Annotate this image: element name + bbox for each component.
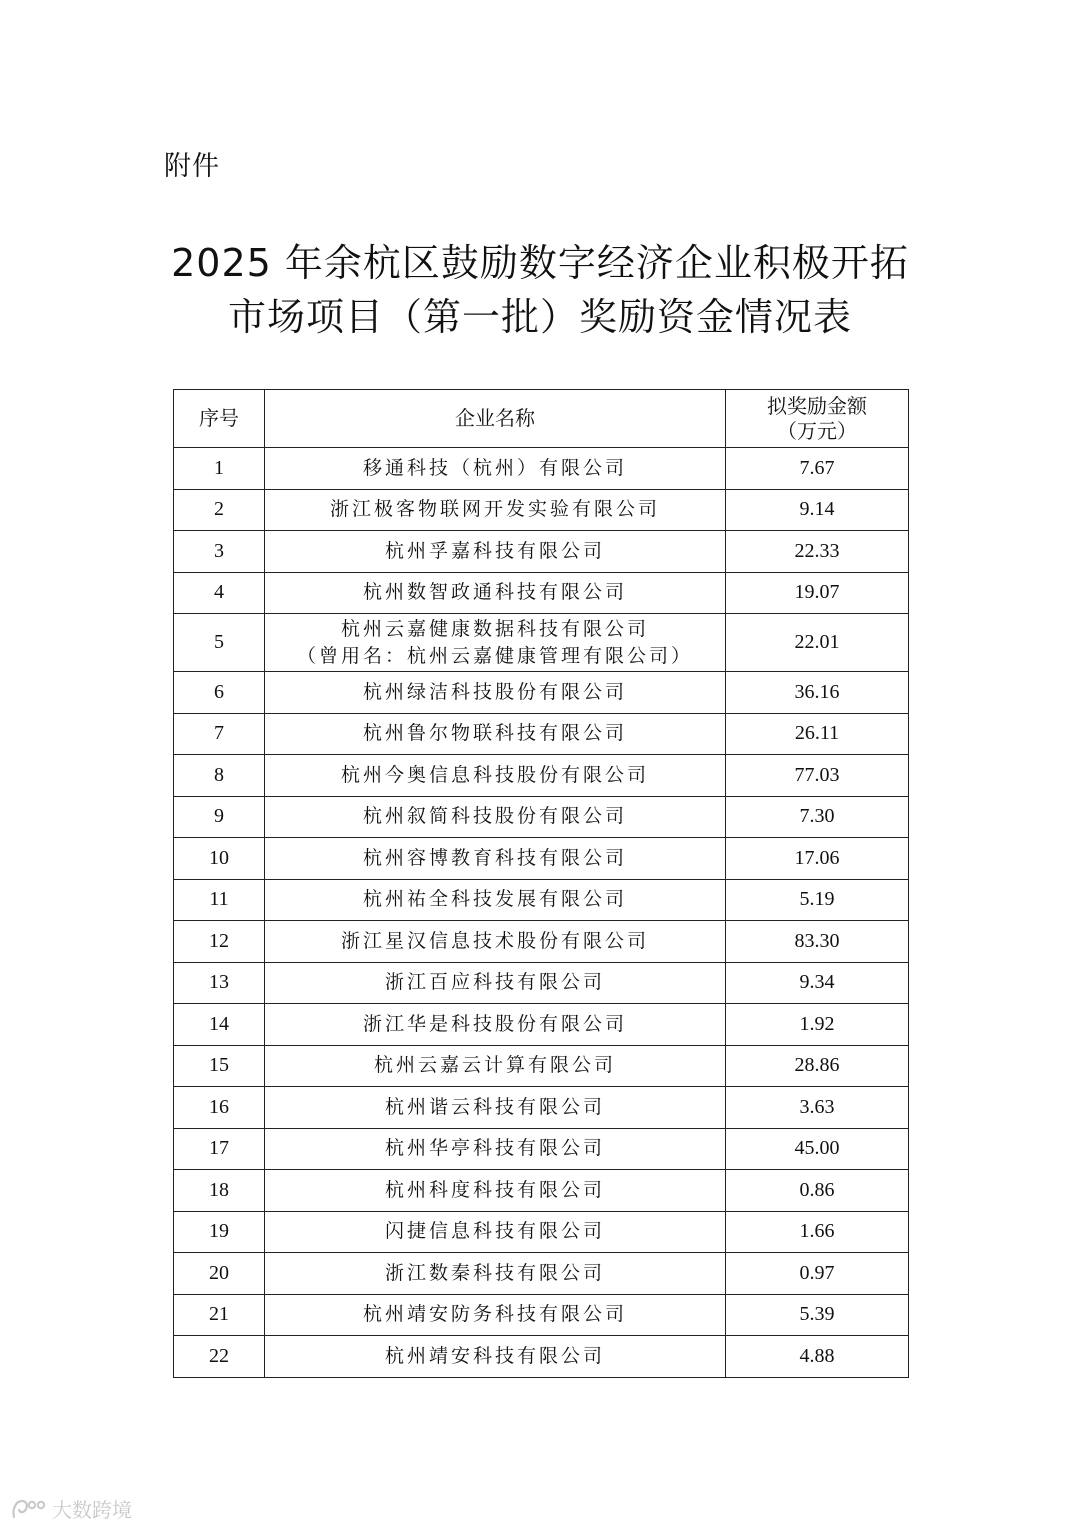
company-name-cell: 浙江华是科技股份有限公司 (265, 1004, 726, 1046)
row-number: 16 (174, 1087, 265, 1129)
award-amount: 26.11 (726, 713, 909, 755)
table-row (174, 921, 909, 963)
company-name-cell: 杭州谐云科技有限公司 (265, 1087, 726, 1129)
company-former-name: （曾用名：杭州云嘉健康管理有限公司） (296, 644, 693, 667)
award-amount: 83.30 (726, 921, 909, 963)
page-title (100, 236, 980, 344)
table-row (174, 755, 909, 797)
table-row (174, 1128, 909, 1170)
row-number: 19 (174, 1211, 265, 1253)
company-name-cell: 杭州叙简科技股份有限公司 (265, 796, 726, 838)
row-number: 6 (174, 672, 265, 714)
award-amount: 22.01 (726, 614, 909, 672)
company-name-cell: 杭州数智政通科技有限公司 (265, 572, 726, 614)
table-row (174, 1253, 909, 1295)
company-name-cell: 杭州靖安防务科技有限公司 (265, 1294, 726, 1336)
title-line-1: 2025 年余杭区鼓励数字经济企业积极开拓 (171, 241, 909, 285)
company-name-cell: 杭州祐全科技发展有限公司 (265, 879, 726, 921)
award-amount: 5.19 (726, 879, 909, 921)
row-number: 10 (174, 838, 265, 880)
table-row (174, 489, 909, 531)
award-amount: 77.03 (726, 755, 909, 797)
row-number: 14 (174, 1004, 265, 1046)
row-number: 18 (174, 1170, 265, 1212)
company-name-cell: 浙江极客物联网开发实验有限公司 (265, 489, 726, 531)
table-row (174, 1294, 909, 1336)
watermark-text: 大数跨境 (52, 1498, 132, 1522)
title-line-2: 市场项目（第一批）奖励资金情况表 (227, 295, 852, 339)
company-name-cell: 杭州鲁尔物联科技有限公司 (265, 713, 726, 755)
company-name-cell: 浙江百应科技有限公司 (265, 962, 726, 1004)
company-name-cell: 杭州绿洁科技股份有限公司 (265, 672, 726, 714)
award-amount: 9.14 (726, 489, 909, 531)
award-amount: 1.66 (726, 1211, 909, 1253)
brand-logo-icon (10, 1497, 48, 1521)
table-body (174, 448, 909, 1378)
watermark (10, 1494, 132, 1523)
row-number: 9 (174, 796, 265, 838)
award-amount: 7.30 (726, 796, 909, 838)
award-amount: 9.34 (726, 962, 909, 1004)
table-row (174, 962, 909, 1004)
header-amount (726, 390, 909, 448)
company-name-cell: 杭州华亭科技有限公司 (265, 1128, 726, 1170)
table-row (174, 614, 909, 672)
row-number: 5 (174, 614, 265, 672)
attachment-label: 附件 (164, 151, 220, 182)
company-name-cell: 浙江星汉信息技术股份有限公司 (265, 921, 726, 963)
company-name-cell: 移通科技（杭州）有限公司 (265, 448, 726, 490)
table-row (174, 1045, 909, 1087)
table-row (174, 1087, 909, 1129)
award-amount: 0.86 (726, 1170, 909, 1212)
award-amount: 45.00 (726, 1128, 909, 1170)
table-row (174, 448, 909, 490)
company-name: 杭州云嘉健康数据科技有限公司 (340, 617, 649, 640)
row-number: 21 (174, 1294, 265, 1336)
award-amount: 4.88 (726, 1336, 909, 1378)
award-amount: 3.63 (726, 1087, 909, 1129)
table-row (174, 1170, 909, 1212)
table-row (174, 1336, 909, 1378)
award-amount: 19.07 (726, 572, 909, 614)
company-name-cell: 杭州容博教育科技有限公司 (265, 838, 726, 880)
row-number: 15 (174, 1045, 265, 1087)
table-row (174, 1211, 909, 1253)
table-row (174, 531, 909, 573)
row-number: 22 (174, 1336, 265, 1378)
row-number: 17 (174, 1128, 265, 1170)
table-row (174, 713, 909, 755)
header-amount-line2: （万元） (777, 418, 857, 443)
award-amount: 17.06 (726, 838, 909, 880)
table-row (174, 838, 909, 880)
company-name-cell: 杭州靖安科技有限公司 (265, 1336, 726, 1378)
table-row (174, 572, 909, 614)
award-amount: 1.92 (726, 1004, 909, 1046)
row-number: 11 (174, 879, 265, 921)
award-amount: 36.16 (726, 672, 909, 714)
table-header-row (174, 390, 909, 448)
table-row (174, 796, 909, 838)
company-name-cell: 闪捷信息科技有限公司 (265, 1211, 726, 1253)
row-number: 3 (174, 531, 265, 573)
row-number: 13 (174, 962, 265, 1004)
row-number: 8 (174, 755, 265, 797)
table-row (174, 879, 909, 921)
table-row (174, 1004, 909, 1046)
company-name-cell: 杭州科度科技有限公司 (265, 1170, 726, 1212)
row-number: 20 (174, 1253, 265, 1295)
header-company-name: 企业名称 (265, 390, 726, 448)
row-number: 1 (174, 448, 265, 490)
award-amount: 28.86 (726, 1045, 909, 1087)
company-name-cell: 杭州云嘉云计算有限公司 (265, 1045, 726, 1087)
award-amount: 7.67 (726, 448, 909, 490)
row-number: 12 (174, 921, 265, 963)
award-amount: 5.39 (726, 1294, 909, 1336)
company-name-cell (265, 614, 726, 672)
row-number: 4 (174, 572, 265, 614)
row-number: 2 (174, 489, 265, 531)
award-amount: 0.97 (726, 1253, 909, 1295)
header-no: 序号 (174, 390, 265, 448)
row-number: 7 (174, 713, 265, 755)
company-name-cell: 浙江数秦科技有限公司 (265, 1253, 726, 1295)
table-row (174, 672, 909, 714)
company-name-cell: 杭州今奥信息科技股份有限公司 (265, 755, 726, 797)
company-name-cell: 杭州孚嘉科技有限公司 (265, 531, 726, 573)
award-table (173, 389, 909, 1378)
header-amount-line1: 拟奖励金额 (767, 393, 867, 418)
award-amount: 22.33 (726, 531, 909, 573)
